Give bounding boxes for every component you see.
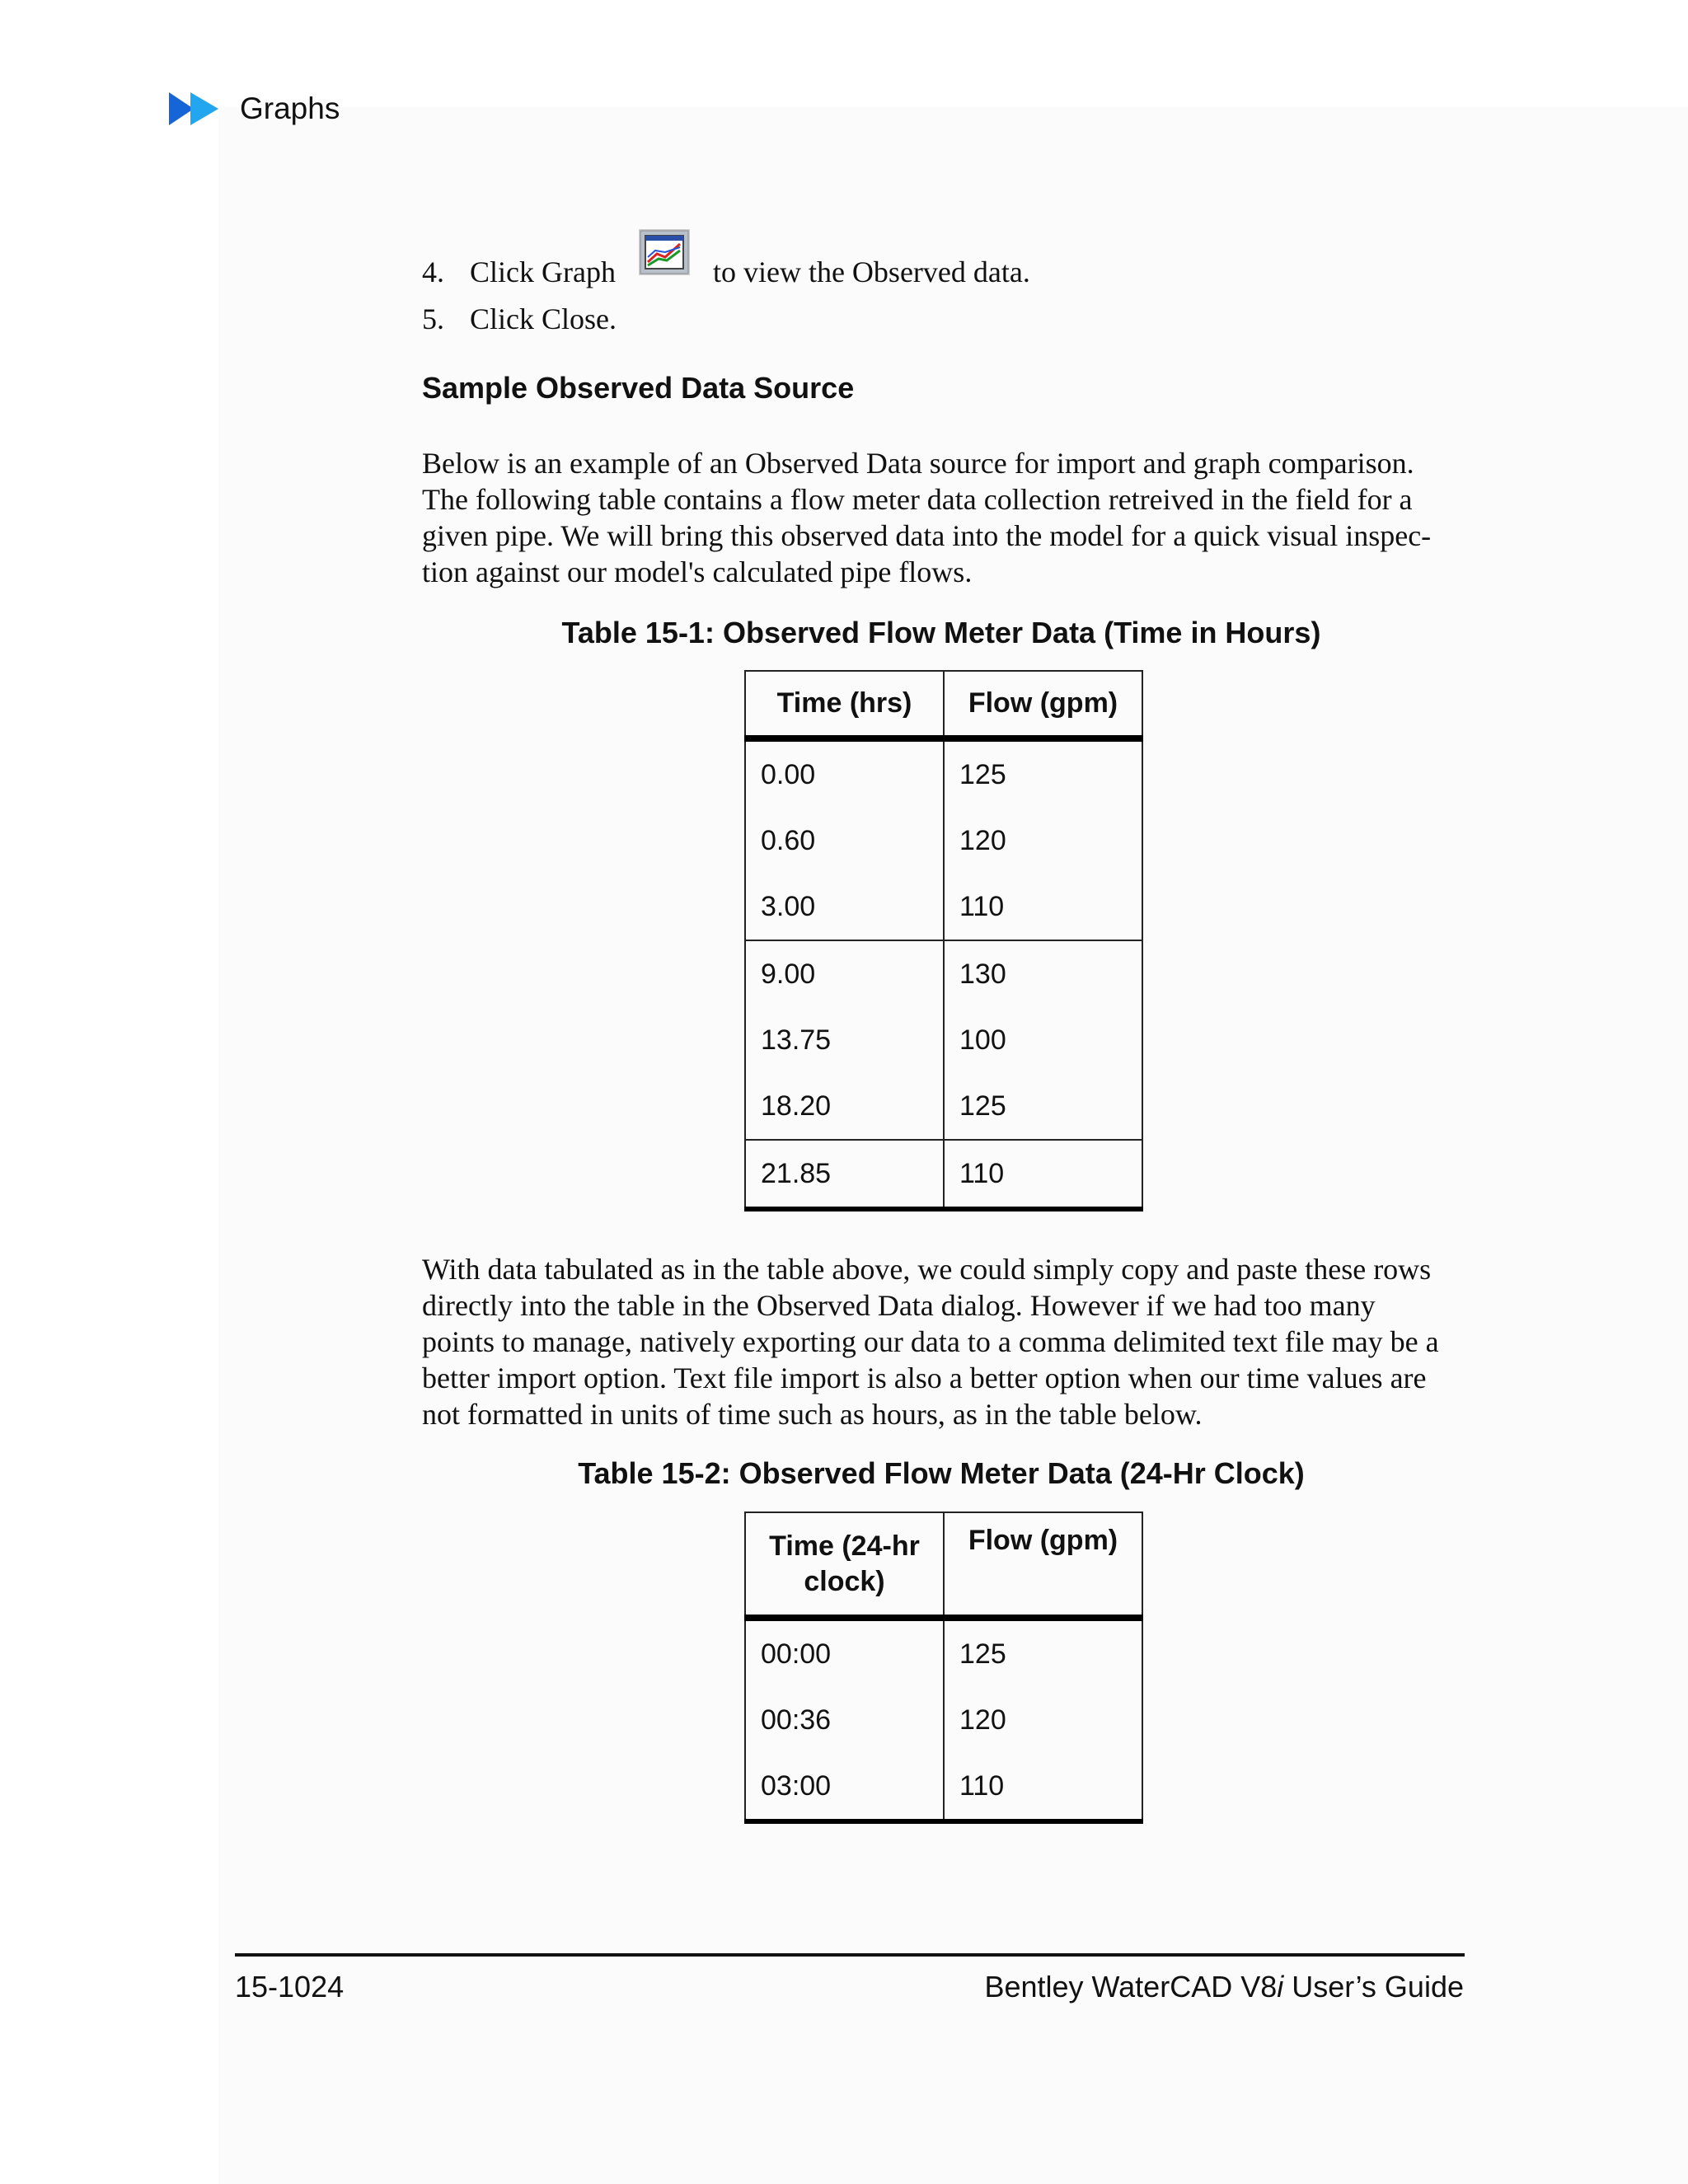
paragraph-intro — [422, 445, 1461, 590]
table-row — [745, 1140, 1142, 1209]
step-number: 4. — [422, 255, 444, 288]
cell-time: 18.20 — [745, 1073, 944, 1140]
page-number: 15-1024 — [235, 1970, 345, 2004]
table-row — [745, 1687, 1142, 1753]
cell-flow: 130 — [944, 940, 1142, 1007]
cell-flow: 125 — [944, 1073, 1142, 1140]
cell-flow: 125 — [944, 738, 1142, 808]
cell-time: 00:36 — [745, 1687, 944, 1753]
double-chevron-icon — [169, 91, 223, 127]
column-header-time: Time (hrs) — [745, 671, 944, 738]
cell-flow: 110 — [944, 1140, 1142, 1209]
table-row — [745, 738, 1142, 808]
table-row — [745, 808, 1142, 874]
column-header-time — [745, 1512, 944, 1618]
cell-time: 13.75 — [745, 1007, 944, 1073]
guide-title-prefix: Bentley WaterCAD V8 — [984, 1970, 1278, 2004]
cell-flow: 110 — [944, 874, 1142, 940]
cell-time: 03:00 — [745, 1753, 944, 1821]
table2 — [744, 1511, 1143, 1824]
section-heading: Sample Observed Data Source — [422, 371, 855, 405]
paragraph-line: not formatted in units of time such as hours, as in the table below. — [422, 1398, 1203, 1431]
cell-time: 00:00 — [745, 1618, 944, 1687]
table-row — [745, 1073, 1142, 1140]
table-row — [745, 940, 1142, 1007]
step-text: Click Close. — [470, 302, 617, 335]
table-row — [745, 1007, 1142, 1073]
section-title: Graphs — [240, 91, 340, 125]
cell-flow: 125 — [944, 1618, 1142, 1687]
column-header-flow: Flow (gpm) — [944, 1512, 1142, 1618]
guide-title-italic: i — [1277, 1970, 1284, 2004]
step-4 — [422, 249, 1030, 295]
paragraph-line: Below is an example of an Observed Data source for import and graph comparison. — [422, 447, 1414, 480]
cell-flow: 120 — [944, 808, 1142, 874]
table-row — [745, 1753, 1142, 1821]
table-row — [745, 1618, 1142, 1687]
table2-caption: Table 15-2: Observed Flow Meter Data (24-Hr Clock) — [578, 1456, 1305, 1490]
table-header-row — [745, 671, 1142, 738]
paragraph-import — [422, 1251, 1461, 1432]
cell-flow: 100 — [944, 1007, 1142, 1073]
paragraph-line: given pipe. We will bring this observed data into the model for a quick visual inspec- — [422, 519, 1432, 552]
cell-flow: 120 — [944, 1687, 1142, 1753]
table-header-row — [745, 1512, 1142, 1618]
column-header-flow: Flow (gpm) — [944, 671, 1142, 738]
guide-title — [984, 1970, 1464, 2004]
cell-time: 21.85 — [745, 1140, 944, 1209]
cell-time: 0.00 — [745, 738, 944, 808]
cell-time: 0.60 — [745, 808, 944, 874]
guide-title-suffix: User’s Guide — [1283, 1970, 1464, 2004]
table1 — [744, 670, 1143, 1212]
paragraph-line: The following table contains a flow meter data collection retreived in the field for a — [422, 483, 1413, 516]
cell-time: 9.00 — [745, 940, 944, 1007]
paragraph-line: tion against our model's calculated pipe flows. — [422, 555, 973, 588]
header-line: Time (24-hr — [769, 1530, 920, 1562]
step-5 — [422, 302, 617, 336]
paragraph-line: With data tabulated as in the table above, we could simply copy and paste these rows — [422, 1253, 1432, 1286]
footer-divider — [235, 1953, 1465, 1957]
paragraph-line: points to manage, natively exporting our data to a comma delimited text file may be a — [422, 1325, 1439, 1358]
header-line: clock) — [804, 1565, 885, 1597]
cell-time: 3.00 — [745, 874, 944, 940]
table-row — [745, 874, 1142, 940]
step-text-before: Click Graph — [470, 255, 616, 288]
cell-flow: 110 — [944, 1753, 1142, 1821]
paragraph-line: better import option. Text file import is also a better option when our time values are — [422, 1361, 1427, 1394]
step-number: 5. — [422, 302, 444, 335]
step-text-after: to view the Observed data. — [712, 255, 1030, 288]
paragraph-line: directly into the table in the Observed Data dialog. However if we had too many — [422, 1289, 1376, 1322]
running-header — [169, 89, 340, 129]
table1-caption: Table 15-1: Observed Flow Meter Data (Time in Hours) — [561, 616, 1321, 649]
graph-icon[interactable] — [639, 229, 690, 275]
